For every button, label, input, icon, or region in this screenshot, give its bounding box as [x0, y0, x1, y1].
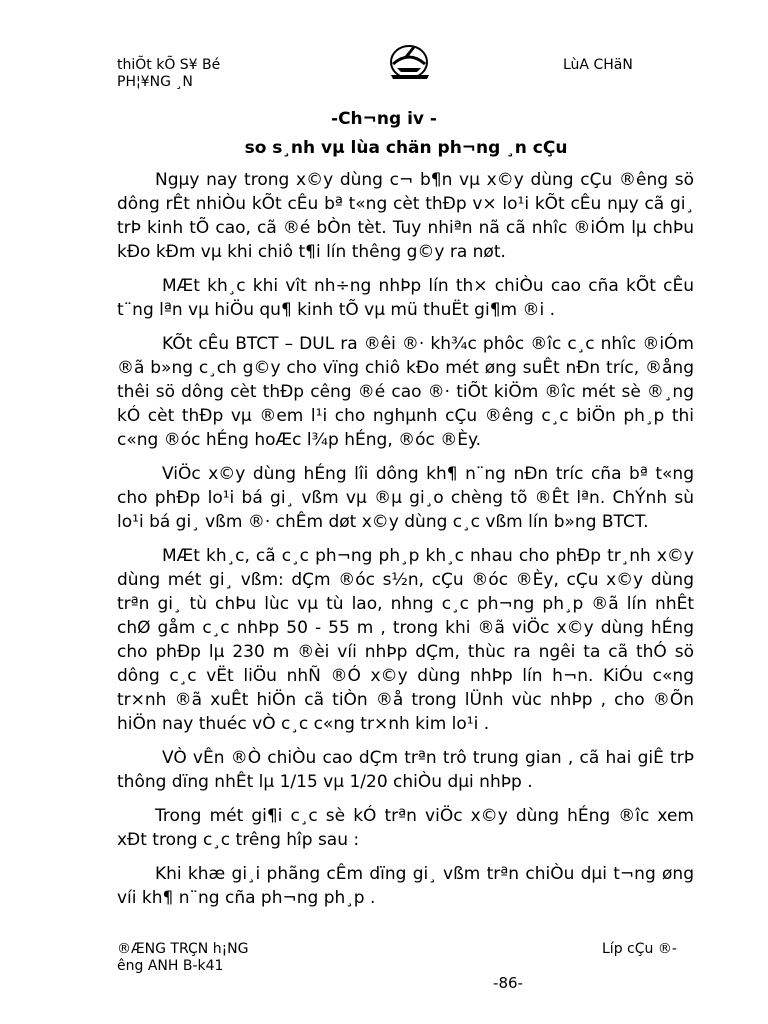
chapter-heading: -Ch¬ng iv -: [331, 109, 437, 129]
paragraph-2: MÆt kh¸c khi vît nh÷ng nhÞp lín th× chiÒu cao cña kÕt cÊu t¨ng lªn vµ hiÖu qu¶ kinh tÕ vµ mü thuËt gi¶m ®i .: [117, 276, 694, 320]
paragraph-3: KÕt cÊu BTCT – DUL ra ®êi ®· kh¾c phôc ®îc c¸c nhîc ®iÓm ®ã b»ng c¸ch g©y cho vïng chiô kÐo mét øng suÊt nÐn tríc, ®ång thêi sö dông cèt thÐp cêng ®é cao ®· tiÕt kiÖm ®îc mét sè ®¸ng kÓ cèt thÐp vµ ®em l¹i cho nghµnh cÇu ®êng c¸c biÖn ph¸p thi c«ng ®óc hÉng hoÆc l¾p hÉng, ®óc ®Èy.: [117, 334, 694, 450]
paragraph-8: Khi khæ gi¸i phãng cÊm dïng gi¸ vßm trªn chiÒu dµi t¬ng øng víi kh¶ n¨ng cña ph¬ng ph¸p .: [117, 864, 694, 908]
header-thesis-title: thiÕt kÕ S¥ Bé: [117, 57, 221, 73]
paragraph-4: ViÖc x©y dùng hÉng lîi dông kh¶ n¨ng nÐn tríc cña bª t«ng cho phÐp lo¹i bá gi¸ vßm vµ ®µ gi¸o chèng tõ ®Êt lªn. ChÝnh sù lo¹i bá gi¸ vßm ®· chÊm døt x©y dùng c¸c vßm lín b»ng BTCT.: [117, 464, 694, 532]
paragraph-5: MÆt kh¸c, cã c¸c ph¬ng ph¸p kh¸c nhau cho phÐp tr¸nh x©y dùng mét gi¸ vßm: dÇm ®óc s½n, cÇu ®óc ®Èy, cÇu x©y dùng trªn gi¸ tù chÞu lùc vµ tù lao, nhng c¸c ph¬ng ph¸p ®ã lín nhÊt chØ gåm c¸c nhÞp 50 - 55 m , trong khi ®ã viÖc x©y dùng hÉng cho phÐp lµ 230 m ®èi víi nhÞp dÇm, thùc ra ngêi ta cã thÓ sö dông c¸c vËt liÖu nhÑ ®Ó x©y dùng nhÞp lín h¬n. KiÓu c«ng tr×nh ®ã xuÊt hiÖn cã tiÒn ®å trong lÜnh vùc nhÞp , cho ®Õn hiÖn nay thuéc vÒ c¸c c«ng tr×nh kim lo¹i .: [117, 546, 694, 734]
paragraph-6: VÒ vÊn ®Ò chiÒu cao dÇm trªn trô trung gian , cã hai giÊ trÞ thông dïng nhÊt lµ 1/15 vµ 1/20 chiÒu dµi nhÞp .: [117, 748, 694, 792]
footer-author-class: êng ANH B-k41: [117, 958, 224, 974]
footer-author: [117, 941, 249, 975]
body-text: [117, 168, 694, 920]
paragraph-1: Ngµy nay trong x©y dùng c¬ b¶n vµ x©y dùng cÇu ®êng sö dông rÊt nhiÒu kÕt cÊu bª t«ng cèt thÐp v× lo¹i kÕt cÊu nµy cã gi¸ trÞ kinh tÕ cao, cã ®é bÒn tèt. Tuy nhiªn nã cã nhîc ®iÓm lµ chÞu kÐo kÐm vµ khi chiô t¶i lín thêng g©y ra nøt.: [117, 170, 694, 262]
footer-author-name: ®ÆNG TRÇN h¡NG: [117, 941, 249, 957]
chapter-title: so s¸nh vµ lùa chän ph¬ng ¸n cÇu: [244, 138, 568, 158]
paragraph-7: Trong mét gi¶i c¸c sè kÓ trªn viÖc x©y dùng hÉng ®îc xem xÐt trong c¸c trêng hîp sau :: [117, 806, 694, 850]
header-chapter-label: LùA CHäN: [563, 57, 633, 73]
header-section-name: PH¦¥NG ¸N: [117, 74, 193, 90]
header-left: [117, 57, 220, 91]
page-number: -86-: [493, 974, 523, 992]
footer-class-label: Líp cÇu ®-: [602, 941, 677, 957]
bridge-logo-icon: [387, 42, 433, 84]
